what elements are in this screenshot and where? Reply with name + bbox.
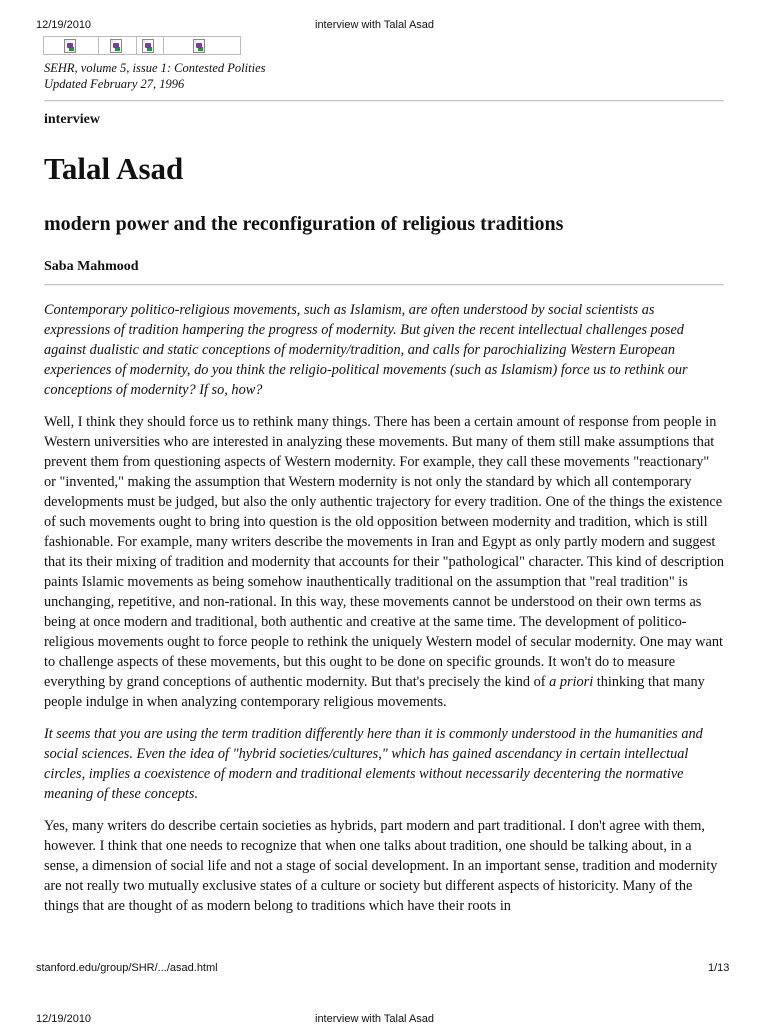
print-page-title: interview with Talal Asad: [315, 19, 435, 31]
nav-icon: [142, 39, 154, 53]
article-title: Talal Asad: [44, 151, 184, 186]
nav-button-contents[interactable]: [136, 36, 164, 55]
divider: [44, 100, 724, 102]
article-body: [44, 300, 724, 928]
nav-button-previous[interactable]: [43, 36, 99, 55]
print-url: stanford.edu/group/SHR/.../asad.html: [36, 962, 218, 974]
print-date: 12/19/2010: [36, 19, 92, 31]
answer-emphasis: a priori: [549, 674, 594, 690]
nav-button-next[interactable]: [163, 36, 241, 55]
answer-text-end: thinking that many people indulge in when analyzing contemporary religious movements.: [44, 674, 705, 710]
publication-meta: [44, 60, 266, 92]
nav-icon: [193, 39, 205, 53]
article-kicker: interview: [44, 112, 100, 127]
nav-icon: [110, 39, 122, 53]
answer-text: Well, I think they should force us to rethink many things. There has been a certain amount of response from people in Western universities who are interested in analyzing these movements. But many of them still make assumptions that prevent them from questioning aspects of Western modernity. For example, they call these movements "reactionary" or "invented," making the assumption that Western modernity is not only the standard by which all contemporary developments must be judged, but also the only authentic trajectory for every tradition. One of the things the existence of such movements ought to bring into question is the old opposition between modernity and tradition, which is still fashionable. For example, many writers describe the movements in Iran and Egypt as only partly modern and suggest that its their mixing of tradition and modernity that accounts for their "pathological" character. This kind of description paints Islamic movements as being somehow inauthentically traditional on the assumption that "real tradition" is unchanging, repetitive, and non-rational. In this way, these movements cannot be understood on their own terms as being at once modern and traditional, both authentic and creative at the same time. The development of politico-religious movements ought to force people to rethink the uniquely Western model of secular modernity. One may want to challenge aspects of these movements, but this ought to be done on specific grounds. It won't do to measure everything by grand conceptions of authentic modernity. But that's precisely the kind of: [44, 414, 725, 690]
interview-question: Contemporary politico-religious movements, such as Islamism, are often understood by social scientists as expressions of tradition hampering the progress of modernity. But given the recent intellectual challenges posed against dualistic and static conceptions of modernity/tradition, and calls for parochializing Western European experiences of modernity, do you think the religio-political movements (such as Islamism) force us to rethink our conceptions of modernity? If so, how?: [44, 302, 688, 398]
nav-button-up[interactable]: [98, 36, 137, 55]
navigation-bar: [43, 36, 240, 55]
interview-answer: Yes, many writers do describe certain societies as hybrids, part modern and part traditional. I don't agree with them, however. I think that one needs to recognize that when one talks about tradition, one should be talking about, in a sense, a dimension of social life and not a stage of social development. In an important sense, tradition and modernity are not really two mutually exclusive states of a culture or society but different aspects of historicity. Many of the things that are thought of as modern belong to traditions which have their roots in: [44, 818, 718, 914]
next-page-date: 12/19/2010: [36, 1013, 92, 1025]
journal-info: SEHR, volume 5, issue 1: Contested Polities: [44, 61, 266, 75]
next-page-title: interview with Talal Asad: [315, 1013, 435, 1025]
interview-answer: [44, 412, 724, 712]
article-subtitle: modern power and the reconfiguration of religious traditions: [44, 213, 564, 235]
article-author: Saba Mahmood: [44, 259, 139, 274]
updated-date: Updated February 27, 1996: [44, 77, 185, 91]
interview-question: It seems that you are using the term tradition differently here than it is commonly understood in the humanities and social sciences. Even the idea of "hybrid societies/cultures," which has gained ascendancy in certain intellectual circles, implies a coexistence of modern and traditional elements without necessarily decentering the normative meaning of these concepts.: [44, 726, 703, 802]
divider: [44, 284, 724, 286]
nav-icon: [64, 39, 76, 53]
page-number: 1/13: [708, 962, 730, 974]
